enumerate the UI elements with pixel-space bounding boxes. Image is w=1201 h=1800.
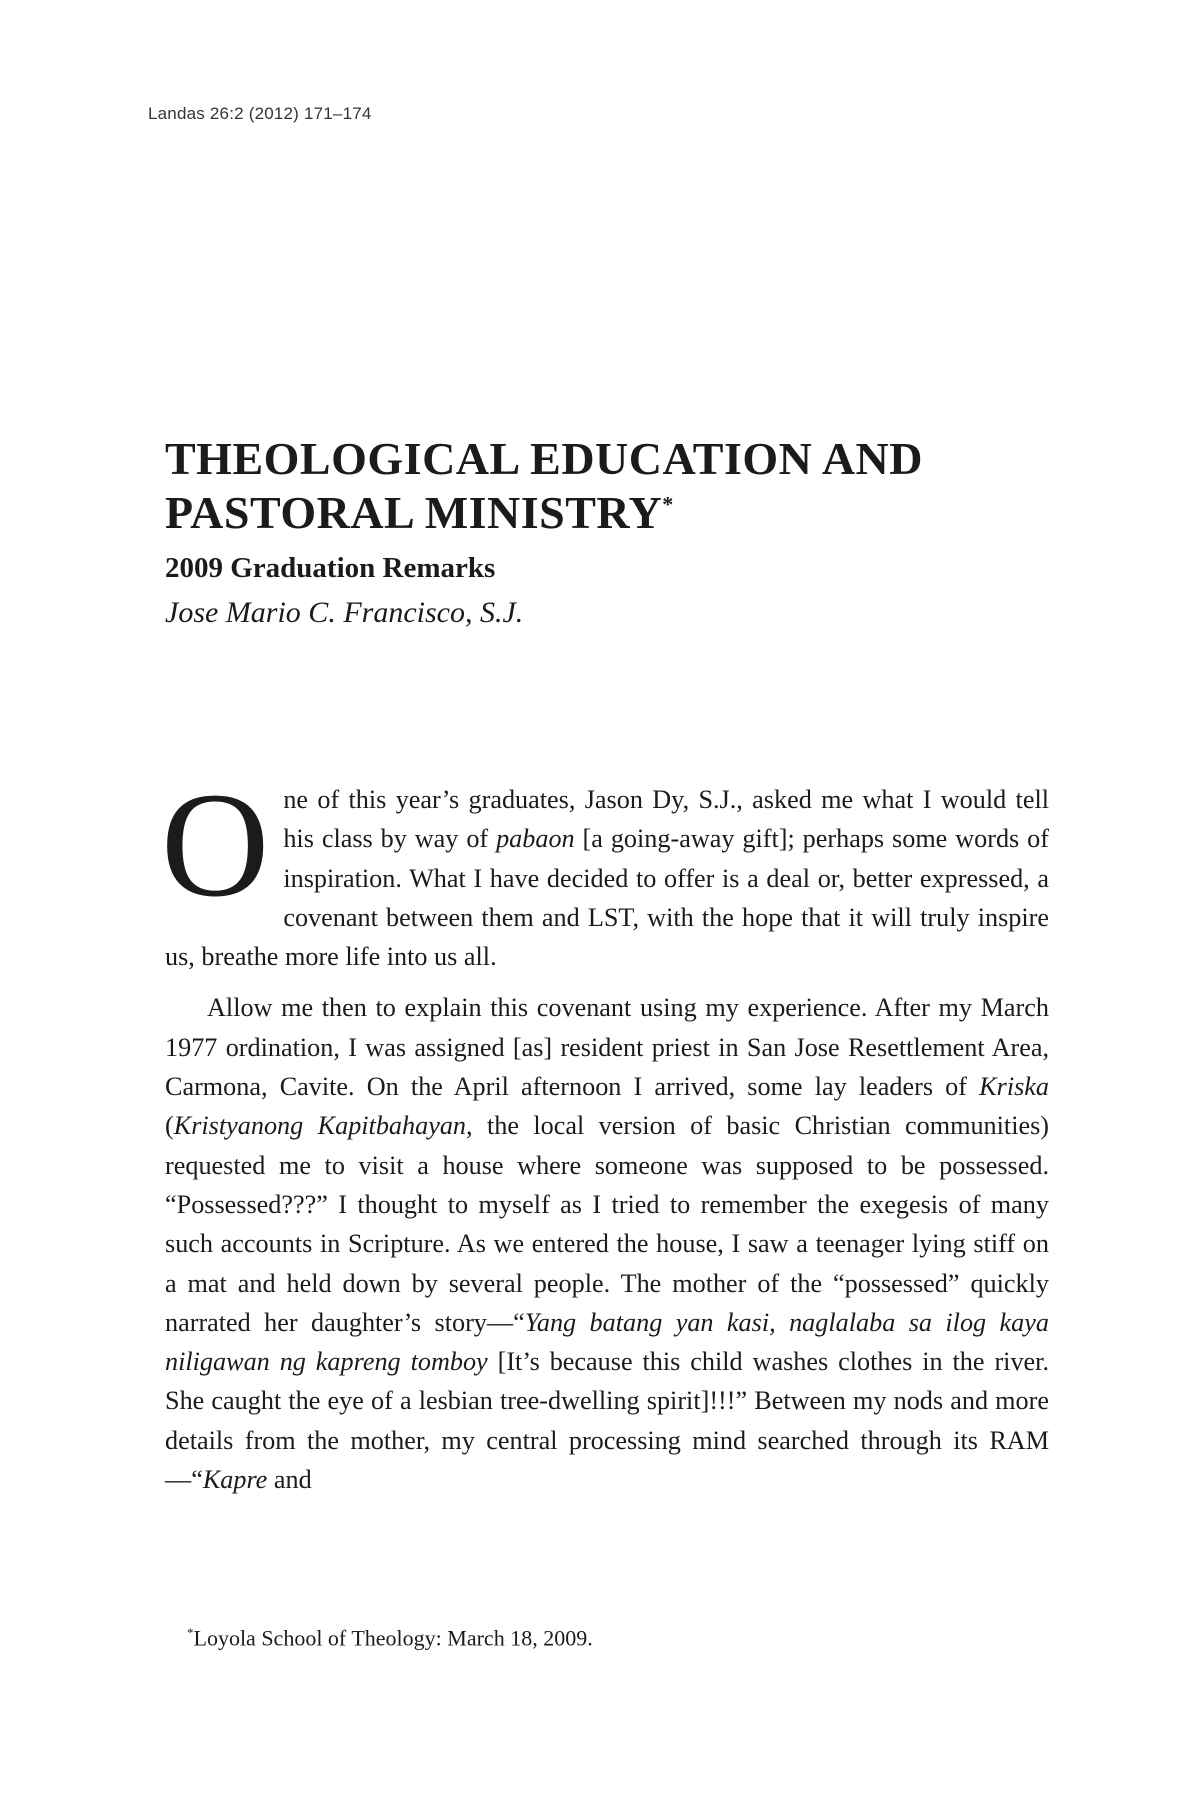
- drop-cap: O: [161, 762, 270, 928]
- title-line-2: PASTORAL MINISTRY: [165, 487, 663, 538]
- italic-quote: Yang batang yan kasi, naglalaba sa ilog kaya niligawan ng kapreng tomboy: [165, 1307, 1049, 1377]
- footnote-text: Loyola School of Theology: March 18, 2009.: [193, 1625, 593, 1651]
- paragraph-2: [165, 988, 1049, 1499]
- paragraph-1-text-2: [a going-away gift]; perhaps some words of inspiration. What I have decided to offer is a deal or, better expressed, a covenant between them and LST, with the hope that it will truly inspire us, breathe more life into us all.: [165, 824, 1049, 972]
- italic-term: Kristyanong Kapitbahayan: [173, 1111, 467, 1141]
- subtitle: 2009 Graduation Remarks: [165, 552, 496, 584]
- paragraph-1: [161, 762, 1049, 976]
- title-line-1: THEOLOGICAL EDUCATION AND: [165, 433, 924, 484]
- italic-term: Kapre: [202, 1465, 268, 1495]
- footnote-marker: *: [187, 1625, 194, 1640]
- italic-term: pabaon: [496, 824, 575, 854]
- paragraph-2-text-1: Allow me then to explain this covenant using my experience. After my March 1977 ordination, I was assigned [as] resident priest in San Jose Resettlement Area, Carmona, Cavite. On the April afternoon I arrived, some lay leaders of: [165, 993, 1049, 1102]
- paragraph-2-text-4: [It’s because this child washes clothes in the river. She caught the eye of a lesbian tree-dwelling spirit]!!!” Between my nods and more details from the mother, my central processing mind searched through its RAM—“: [165, 1347, 1049, 1495]
- footnote: [187, 1625, 593, 1651]
- paragraph-2-text-2: (: [165, 1111, 174, 1141]
- author-name: Jose Mario C. Francisco, S.J.: [165, 596, 524, 629]
- paragraph-2-text-3: , the local version of basic Christian communities) requested me to visit a house where someone was supposed to be possessed. “Possessed???” I thought to myself as I tried to remember the exegesis of many such accounts in Scripture. As we entered the house, I saw a teenager lying stiff on a mat and held down by several people. The mother of the “possessed” quickly narrated her daughter’s story—“: [165, 1111, 1050, 1337]
- running-head: Landas 26:2 (2012) 171–174: [148, 104, 372, 123]
- paragraph-2-text-5: and: [267, 1465, 312, 1495]
- paragraph-1-text: ne of this year’s graduates, Jason Dy, S.J., asked me what I would tell his class by way of: [283, 785, 1049, 854]
- article-title: [165, 432, 1065, 540]
- title-footnote-marker: *: [662, 491, 674, 517]
- body-text: [161, 762, 1050, 1499]
- italic-term: Kriska: [979, 1072, 1049, 1102]
